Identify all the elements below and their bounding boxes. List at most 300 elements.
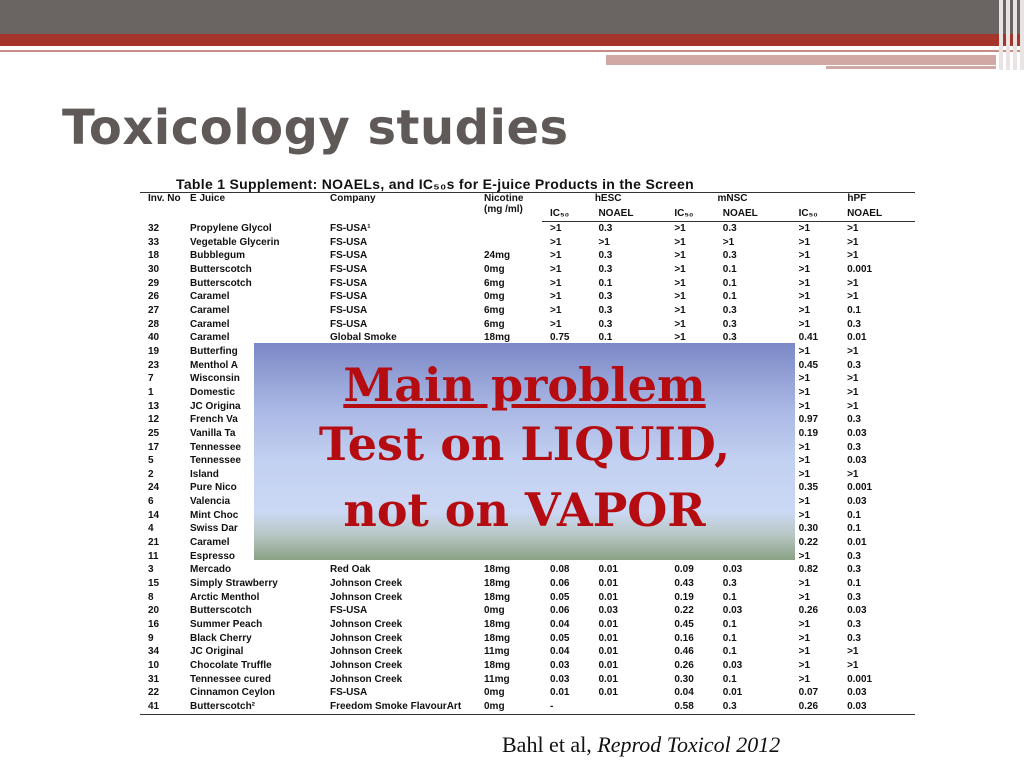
cell-hpf-noael: 0.03 bbox=[847, 687, 867, 699]
cell-mnsc-noael: 0.1 bbox=[722, 646, 737, 658]
cell-mnsc-noael: 0.1 bbox=[722, 277, 737, 289]
cell-hpf-ic50: >1 bbox=[798, 550, 811, 562]
cell-hpf-noael: 0.3 bbox=[847, 619, 861, 631]
cell-hpf-ic50: >1 bbox=[798, 591, 811, 603]
cell-hpf-noael: 0.03 bbox=[847, 455, 867, 467]
cell-hesc-noael: 0.3 bbox=[598, 263, 613, 275]
cell-nicotine: 18mg bbox=[484, 632, 511, 644]
cell-hpf-ic50: >1 bbox=[798, 496, 811, 508]
header-thin-line bbox=[0, 50, 1024, 52]
cell-hpf-noael: 0.3 bbox=[847, 414, 861, 426]
group-mnsc: mNSC bbox=[666, 193, 790, 208]
cell-hpf-ic50: 0.22 bbox=[798, 537, 819, 549]
cell-nicotine: 6mg bbox=[484, 277, 505, 289]
cell-ejuice: Summer Peach bbox=[190, 619, 263, 631]
cell-hpf-noael: 0.1 bbox=[847, 304, 861, 316]
cell-hpf-ic50: >1 bbox=[798, 291, 811, 303]
table-row bbox=[140, 618, 915, 632]
header-right-accent-thin bbox=[826, 66, 996, 69]
cell-inv-no: 6 bbox=[148, 496, 154, 508]
cell-nicotine: 18mg bbox=[484, 619, 511, 631]
cell-hpf-noael: 0.3 bbox=[847, 591, 861, 603]
cell-inv-no: 32 bbox=[148, 222, 160, 234]
table-row bbox=[140, 304, 915, 318]
cell-inv-no: 33 bbox=[148, 236, 160, 248]
cell-mnsc-ic50: >1 bbox=[674, 263, 686, 275]
cell-hpf-noael: 0.03 bbox=[847, 605, 867, 617]
cell-hpf-noael: >1 bbox=[847, 223, 859, 234]
cell-company: FS-USA bbox=[330, 605, 368, 617]
cell-ejuice: French Va bbox=[190, 414, 238, 426]
cell-ejuice: Butterscotch bbox=[190, 263, 252, 275]
group-hesc: hESC bbox=[542, 193, 666, 208]
cell-hesc-ic50: >1 bbox=[550, 277, 562, 289]
cell-mnsc-noael: 0.01 bbox=[722, 687, 743, 699]
cell-company: FS-USA bbox=[330, 291, 368, 303]
cell-hesc-noael: 0.3 bbox=[598, 223, 613, 234]
cell-hpf-noael: 0.01 bbox=[847, 537, 867, 549]
cell-ejuice: Caramel bbox=[190, 291, 230, 303]
cell-ejuice: Tennessee cured bbox=[190, 673, 271, 685]
cell-mnsc-ic50: >1 bbox=[674, 223, 686, 234]
cell-hesc-ic50: 0.01 bbox=[550, 687, 570, 699]
cell-hpf-noael: >1 bbox=[847, 277, 859, 289]
cell-company: Freedom Smoke FlavourArt bbox=[322, 700, 476, 714]
cell-hpf-noael: >1 bbox=[847, 345, 859, 357]
callout-heading: Main problem bbox=[343, 358, 706, 412]
cell-hesc-noael: 0.3 bbox=[598, 291, 613, 303]
cell-hpf-ic50: 0.97 bbox=[798, 414, 819, 426]
cell-ejuice: JC Origina bbox=[190, 400, 241, 412]
cell-mnsc-noael: 0.1 bbox=[722, 291, 737, 303]
cell-ejuice: Simply Strawberry bbox=[190, 578, 278, 590]
cell-nicotine bbox=[476, 236, 542, 250]
cell-mnsc-ic50: >1 bbox=[674, 304, 686, 316]
cell-mnsc-noael: 0.03 bbox=[722, 564, 743, 576]
cell-mnsc-noael: >1 bbox=[722, 236, 735, 248]
cell-hpf-noael: >1 bbox=[847, 400, 859, 412]
cell-ejuice: Swiss Dar bbox=[190, 523, 238, 535]
cell-company: Johnson Creek bbox=[330, 660, 403, 671]
cell-inv-no: 24 bbox=[148, 482, 160, 494]
cell-ejuice: Mercado bbox=[190, 564, 232, 576]
callout-line-liquid: Test on LIQUID, bbox=[318, 417, 731, 471]
cell-nicotine bbox=[476, 222, 542, 236]
cell-hpf-ic50: >1 bbox=[798, 619, 811, 631]
cell-ejuice: Black Cherry bbox=[190, 632, 252, 644]
cell-hesc-noael: 0.01 bbox=[598, 687, 618, 699]
cell-hpf-ic50: >1 bbox=[798, 277, 811, 289]
cell-ejuice: Bubblegum bbox=[190, 250, 245, 262]
slide-title: Toxicology studies bbox=[62, 100, 569, 156]
cell-hpf-ic50: >1 bbox=[798, 468, 811, 480]
cell-ejuice: Caramel bbox=[190, 304, 230, 316]
cell-hesc-noael: 0.01 bbox=[598, 660, 618, 671]
cell-inv-no: 11 bbox=[148, 550, 159, 562]
cell-mnsc-noael: 0.3 bbox=[722, 578, 737, 590]
header-band bbox=[0, 0, 1024, 34]
cell-mnsc-noael: 0.1 bbox=[722, 632, 737, 644]
table-row bbox=[140, 277, 915, 291]
cell-hesc-ic50: 0.05 bbox=[550, 632, 570, 644]
cell-hesc-noael: 0.01 bbox=[598, 646, 618, 658]
cell-mnsc-noael: 0.3 bbox=[722, 318, 737, 330]
cell-hesc-noael bbox=[590, 700, 666, 714]
cell-company: FS-USA bbox=[330, 263, 368, 275]
cell-hpf-ic50: 0.30 bbox=[798, 523, 819, 535]
cell-hpf-noael: >1 bbox=[847, 646, 859, 658]
header-accent-band bbox=[0, 34, 1024, 46]
cell-nicotine: 11mg bbox=[484, 646, 510, 658]
cell-mnsc-ic50: >1 bbox=[674, 332, 686, 344]
cell-company: FS-USA bbox=[330, 318, 368, 330]
cell-hpf-ic50: 0.35 bbox=[798, 482, 819, 494]
cell-inv-no: 9 bbox=[148, 632, 154, 644]
cell-hpf-ic50: >1 bbox=[798, 400, 811, 412]
table-row bbox=[140, 645, 915, 659]
cell-hpf-ic50: 0.82 bbox=[798, 564, 819, 576]
citation-authors: Bahl et al, bbox=[502, 732, 592, 757]
cell-ejuice: Island bbox=[190, 468, 219, 480]
cell-hesc-ic50: >1 bbox=[550, 250, 562, 262]
cell-hesc-noael: 0.01 bbox=[598, 591, 618, 603]
cell-hesc-ic50: 0.06 bbox=[550, 605, 570, 617]
cell-mnsc-noael: 0.1 bbox=[722, 263, 737, 275]
cell-hesc-ic50: 0.75 bbox=[550, 332, 570, 344]
cell-hesc-ic50: >1 bbox=[550, 236, 562, 248]
cell-hpf-noael: >1 bbox=[847, 386, 859, 398]
cell-hpf-ic50: >1 bbox=[798, 236, 811, 248]
cell-hpf-noael: >1 bbox=[847, 660, 859, 671]
table-row bbox=[140, 263, 915, 277]
col-hpf-noael: NOAEL bbox=[839, 207, 915, 222]
cell-nicotine: 18mg bbox=[484, 564, 511, 576]
cell-company: Global Smoke bbox=[330, 332, 397, 344]
cell-mnsc-ic50: 0.43 bbox=[674, 578, 694, 590]
cell-hesc-noael: 0.3 bbox=[598, 304, 613, 316]
cell-mnsc-ic50: 0.04 bbox=[674, 687, 694, 699]
cell-nicotine: 24mg bbox=[484, 250, 511, 262]
cell-inv-no: 3 bbox=[148, 564, 154, 576]
cell-hesc-ic50: 0.05 bbox=[550, 591, 570, 603]
cell-inv-no: 41 bbox=[140, 700, 182, 714]
cell-company: FS-USA¹ bbox=[330, 222, 371, 234]
cell-hesc-ic50: 0.06 bbox=[550, 578, 570, 590]
cell-company: Johnson Creek bbox=[330, 632, 403, 644]
cell-company: FS-USA bbox=[330, 277, 368, 289]
corner-stripes bbox=[994, 0, 1024, 70]
cell-hpf-ic50: 0.26 bbox=[791, 700, 839, 714]
cell-mnsc-ic50: 0.45 bbox=[674, 619, 694, 631]
cell-mnsc-ic50: 0.09 bbox=[674, 564, 694, 576]
cell-mnsc-noael: 0.3 bbox=[722, 223, 737, 234]
cell-hpf-ic50: 0.07 bbox=[798, 687, 819, 699]
cell-hpf-noael: 0.001 bbox=[847, 263, 873, 275]
cell-ejuice: Caramel bbox=[190, 332, 230, 344]
cell-hesc-ic50: 0.03 bbox=[550, 673, 570, 685]
cell-hpf-noael: 0.1 bbox=[847, 523, 861, 535]
cell-mnsc-ic50: 0.22 bbox=[674, 605, 694, 617]
main-problem-callout bbox=[254, 343, 795, 560]
cell-hpf-noael: 0.001 bbox=[847, 673, 873, 685]
cell-hesc-ic50: >1 bbox=[550, 223, 562, 234]
cell-hpf-ic50: >1 bbox=[798, 441, 811, 453]
cell-nicotine: 18mg bbox=[484, 660, 511, 671]
cell-hesc-ic50: 0.03 bbox=[550, 660, 570, 671]
cell-company: Johnson Creek bbox=[330, 578, 403, 590]
cell-hpf-noael: 0.001 bbox=[847, 482, 873, 494]
citation bbox=[502, 732, 780, 758]
cell-mnsc-noael: 0.3 bbox=[715, 700, 791, 714]
cell-mnsc-noael: 0.3 bbox=[722, 250, 737, 262]
cell-mnsc-ic50: 0.46 bbox=[674, 646, 694, 658]
cell-hpf-noael: >1 bbox=[847, 236, 859, 248]
cell-inv-no: 13 bbox=[148, 400, 160, 412]
cell-hesc-noael: 0.01 bbox=[598, 673, 618, 685]
cell-company: Red Oak bbox=[330, 564, 371, 576]
citation-journal: Reprod Toxicol 2012 bbox=[597, 732, 781, 757]
cell-mnsc-ic50: 0.19 bbox=[674, 591, 694, 603]
cell-hesc-ic50: 0.04 bbox=[550, 646, 570, 658]
cell-inv-no: 29 bbox=[148, 277, 160, 289]
cell-mnsc-ic50: 0.30 bbox=[674, 673, 694, 685]
cell-hpf-ic50: 0.19 bbox=[798, 427, 819, 439]
cell-company: FS-USA bbox=[330, 236, 368, 248]
col-hpf-ic50: IC₅₀ bbox=[791, 207, 839, 222]
cell-inv-no: 17 bbox=[148, 441, 160, 453]
cell-hpf-noael: 0.3 bbox=[847, 441, 861, 453]
table-row bbox=[140, 318, 915, 332]
cell-hpf-ic50: >1 bbox=[798, 455, 811, 467]
cell-inv-no: 12 bbox=[148, 414, 160, 426]
cell-hpf-noael: >1 bbox=[847, 291, 859, 303]
cell-ejuice: Vanilla Ta bbox=[190, 427, 236, 439]
cell-hpf-ic50: >1 bbox=[798, 660, 811, 671]
cell-hesc-noael: >1 bbox=[598, 236, 610, 248]
cell-hesc-noael: 0.1 bbox=[598, 277, 613, 289]
cell-hpf-noael: 0.01 bbox=[847, 332, 867, 344]
cell-hpf-ic50: >1 bbox=[798, 646, 811, 658]
cell-hpf-noael: 0.3 bbox=[847, 632, 861, 644]
cell-mnsc-noael: 0.1 bbox=[722, 673, 737, 685]
cell-company: FS-USA bbox=[330, 304, 368, 316]
cell-inv-no: 19 bbox=[148, 345, 160, 357]
cell-inv-no: 34 bbox=[148, 646, 160, 658]
table-row bbox=[140, 222, 915, 236]
col-nicotine: Nicotine (mg /ml) bbox=[476, 193, 542, 222]
cell-mnsc-ic50: 0.26 bbox=[674, 660, 694, 671]
cell-mnsc-noael: 0.1 bbox=[722, 619, 737, 631]
cell-inv-no: 40 bbox=[148, 332, 160, 344]
cell-inv-no: 31 bbox=[148, 673, 160, 685]
col-mnsc-noael: NOAEL bbox=[715, 207, 791, 222]
cell-inv-no: 22 bbox=[148, 687, 160, 699]
cell-hesc-noael: 0.3 bbox=[598, 250, 613, 262]
cell-inv-no: 15 bbox=[148, 578, 160, 590]
cell-hpf-ic50: 0.26 bbox=[798, 605, 819, 617]
cell-hpf-ic50: 0.45 bbox=[798, 359, 819, 371]
cell-inv-no: 10 bbox=[148, 660, 160, 671]
cell-ejuice: Vegetable Glycerin bbox=[190, 236, 280, 248]
cell-ejuice: JC Original bbox=[190, 646, 244, 658]
table-row bbox=[140, 577, 915, 591]
table-row bbox=[140, 686, 915, 700]
header-right-accent bbox=[606, 55, 996, 65]
cell-company: FS-USA bbox=[330, 250, 368, 262]
cell-hpf-noael: >1 bbox=[847, 250, 859, 262]
cell-hesc-ic50: 0.08 bbox=[550, 564, 570, 576]
cell-inv-no: 16 bbox=[148, 619, 160, 631]
cell-hpf-noael: 0.3 bbox=[847, 564, 861, 576]
cell-hesc-noael: 0.3 bbox=[598, 318, 613, 330]
table-row bbox=[140, 591, 915, 605]
cell-ejuice: Pure Nico bbox=[190, 482, 237, 494]
cell-mnsc-noael: 0.03 bbox=[722, 605, 743, 617]
cell-hpf-noael: 0.03 bbox=[847, 427, 867, 439]
cell-mnsc-ic50: >1 bbox=[674, 318, 686, 330]
cell-nicotine: 11mg bbox=[484, 673, 510, 685]
cell-nicotine: 18mg bbox=[484, 591, 511, 603]
cell-hpf-ic50: >1 bbox=[798, 632, 811, 644]
cell-hpf-noael: 0.03 bbox=[839, 700, 915, 714]
cell-hesc-noael: 0.01 bbox=[598, 564, 618, 576]
cell-inv-no: 5 bbox=[148, 455, 154, 467]
cell-ejuice: Butterfing bbox=[190, 345, 238, 357]
cell-inv-no: 27 bbox=[148, 304, 160, 316]
table-row bbox=[140, 236, 915, 250]
cell-inv-no: 7 bbox=[148, 373, 154, 385]
cell-ejuice: Butterscotch² bbox=[182, 700, 322, 714]
cell-inv-no: 18 bbox=[148, 250, 160, 262]
cell-hpf-noael: 0.1 bbox=[847, 509, 861, 521]
cell-hesc-noael: 0.03 bbox=[598, 605, 618, 617]
cell-mnsc-ic50: >1 bbox=[674, 277, 686, 289]
cell-ejuice: Menthol A bbox=[190, 359, 238, 371]
cell-inv-no: 23 bbox=[148, 359, 160, 371]
cell-hesc-ic50: - bbox=[542, 700, 590, 714]
cell-hpf-ic50: >1 bbox=[798, 509, 811, 521]
cell-nicotine: 18mg bbox=[484, 578, 511, 590]
cell-ejuice: Tennessee bbox=[190, 441, 241, 453]
cell-mnsc-noael: 0.1 bbox=[722, 591, 737, 603]
cell-ejuice: Wisconsin bbox=[190, 373, 240, 385]
cell-ejuice: Domestic bbox=[190, 386, 236, 398]
cell-inv-no: 21 bbox=[148, 537, 160, 549]
cell-hpf-ic50: >1 bbox=[798, 318, 811, 330]
cell-hpf-ic50: >1 bbox=[798, 386, 811, 398]
cell-ejuice: Cinnamon Ceylon bbox=[190, 687, 276, 699]
cell-hpf-noael: 0.3 bbox=[847, 359, 861, 371]
cell-nicotine: 18mg bbox=[484, 332, 511, 344]
cell-nicotine: 6mg bbox=[484, 318, 505, 330]
cell-mnsc-ic50: 0.16 bbox=[674, 632, 694, 644]
cell-nicotine: 0mg bbox=[484, 291, 505, 303]
cell-inv-no: 1 bbox=[148, 386, 154, 398]
cell-hesc-noael: 0.1 bbox=[598, 332, 613, 344]
cell-hpf-ic50: >1 bbox=[798, 373, 811, 385]
col-hesc-ic50: IC₅₀ bbox=[542, 207, 590, 222]
cell-hesc-ic50: >1 bbox=[550, 291, 562, 303]
table-row bbox=[140, 659, 915, 673]
cell-hpf-ic50: >1 bbox=[798, 250, 811, 262]
cell-hesc-noael: 0.01 bbox=[598, 632, 618, 644]
cell-ejuice: Mint Choc bbox=[190, 509, 239, 521]
table-row bbox=[140, 632, 915, 646]
table-row bbox=[140, 673, 915, 687]
cell-mnsc-noael: 0.3 bbox=[722, 332, 737, 344]
cell-nicotine: 6mg bbox=[484, 304, 505, 316]
cell-hpf-noael: 0.3 bbox=[847, 550, 861, 562]
cell-hpf-noael: >1 bbox=[847, 373, 859, 385]
cell-hpf-ic50: >1 bbox=[798, 673, 811, 685]
cell-mnsc-noael: 0.03 bbox=[722, 660, 743, 671]
table-row bbox=[140, 249, 915, 263]
cell-hpf-ic50: >1 bbox=[798, 263, 811, 275]
col-mnsc-ic50: IC₅₀ bbox=[666, 207, 714, 222]
table-row bbox=[140, 604, 915, 618]
cell-mnsc-ic50: >1 bbox=[674, 236, 686, 248]
cell-hpf-ic50: >1 bbox=[798, 578, 811, 590]
cell-inv-no: 20 bbox=[148, 605, 160, 617]
cell-hesc-ic50: >1 bbox=[550, 304, 562, 316]
cell-nicotine: 0mg bbox=[484, 605, 505, 617]
cell-ejuice: Tennessee bbox=[190, 455, 241, 467]
cell-ejuice: Butterscotch bbox=[190, 277, 252, 289]
cell-inv-no: 4 bbox=[148, 523, 154, 535]
cell-mnsc-ic50: >1 bbox=[674, 250, 686, 262]
callout-line-vapor: not on VAPOR bbox=[343, 483, 706, 537]
col-hesc-noael: NOAEL bbox=[590, 207, 666, 222]
cell-nicotine: 0mg bbox=[484, 263, 505, 275]
col-inv-no: Inv. No bbox=[140, 193, 182, 222]
cell-ejuice: Caramel bbox=[190, 318, 230, 330]
cell-nicotine: 0mg bbox=[484, 687, 505, 699]
cell-hesc-ic50: >1 bbox=[550, 318, 562, 330]
cell-ejuice: Butterscotch bbox=[190, 605, 252, 617]
table-header-row bbox=[140, 193, 915, 208]
cell-ejuice: Propylene Glycol bbox=[190, 222, 272, 234]
cell-company: Johnson Creek bbox=[330, 619, 403, 631]
cell-hesc-ic50: >1 bbox=[550, 263, 562, 275]
cell-hesc-noael: 0.01 bbox=[598, 619, 618, 631]
cell-hpf-ic50: >1 bbox=[798, 345, 811, 357]
cell-inv-no: 25 bbox=[148, 427, 160, 439]
cell-inv-no: 14 bbox=[148, 509, 160, 521]
cell-hpf-noael: 0.03 bbox=[847, 496, 867, 508]
cell-ejuice: Caramel bbox=[190, 537, 230, 549]
cell-mnsc-noael: 0.3 bbox=[722, 304, 737, 316]
cell-company: Johnson Creek bbox=[330, 673, 403, 685]
cell-inv-no: 8 bbox=[148, 591, 154, 603]
table-caption: Table 1 Supplement: NOAELs, and IC₅₀s for E-juice Products in the Screen bbox=[176, 176, 694, 192]
cell-mnsc-ic50: 0.58 bbox=[666, 700, 714, 714]
cell-inv-no: 26 bbox=[148, 291, 160, 303]
col-company: Company bbox=[322, 193, 476, 222]
cell-inv-no: 30 bbox=[148, 263, 160, 275]
cell-company: Johnson Creek bbox=[330, 646, 403, 658]
cell-ejuice: Espresso bbox=[190, 550, 236, 562]
cell-hpf-ic50: >1 bbox=[798, 223, 811, 234]
cell-company: FS-USA bbox=[330, 687, 368, 699]
group-hpf: hPF bbox=[791, 193, 915, 208]
cell-hpf-ic50: >1 bbox=[798, 304, 811, 316]
table-row bbox=[140, 563, 915, 577]
cell-hesc-noael: 0.01 bbox=[598, 578, 618, 590]
cell-ejuice: Chocolate Truffle bbox=[190, 660, 272, 671]
cell-hpf-noael: 0.1 bbox=[847, 578, 861, 590]
cell-ejuice: Valencia bbox=[190, 496, 231, 508]
cell-hpf-ic50: 0.41 bbox=[798, 332, 819, 344]
